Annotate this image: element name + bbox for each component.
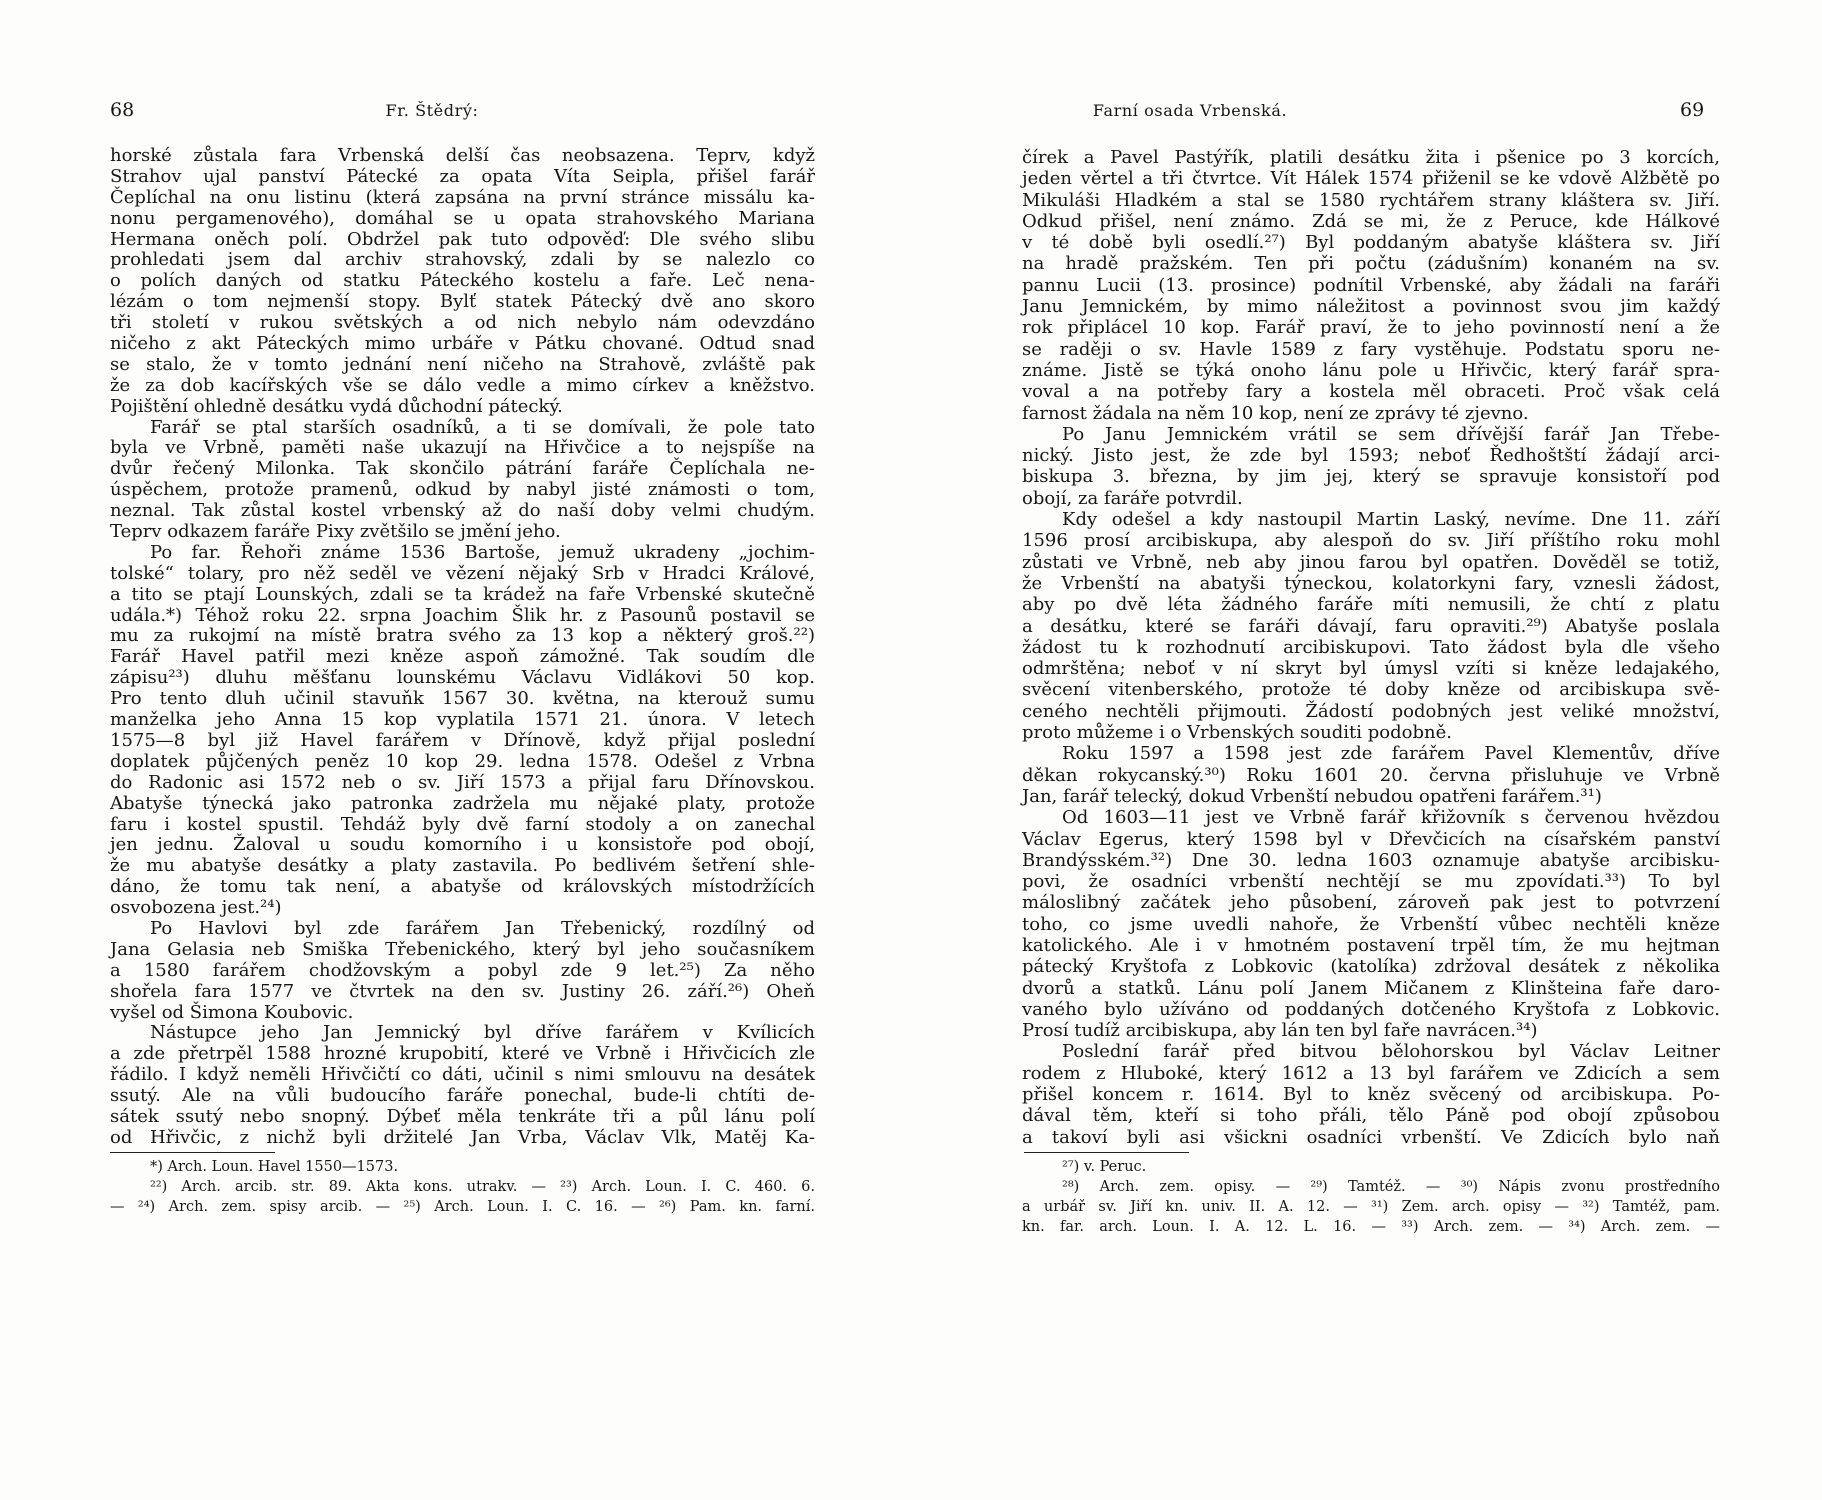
line-text: žádost tu k rozhodnutí arcibiskupovi. Tato žádost byla dle všeho	[1022, 636, 1720, 658]
text-line	[110, 564, 815, 585]
line-text: a desátku, které se faráři dávají, faru opraviti.²⁹) Abatyše poslala	[1022, 615, 1720, 637]
line-text: Od 1603—11 jest ve Vrbně farář křižovník s červenou hvězdou	[1062, 807, 1720, 829]
paragraph	[1022, 743, 1720, 807]
text-line	[110, 480, 815, 501]
line-text: Jan, farář telecký, dokud Vrbenští nebudou opatřeni farářem.³¹)	[1022, 785, 1602, 807]
line-text: dáno, že tomu tak není, a abatyše od královských místodržících	[110, 876, 815, 898]
text-line	[110, 647, 815, 668]
footnote-line	[110, 1197, 815, 1217]
text-line	[110, 982, 815, 1003]
line-text: se stalo, že v tomto jednání není ničeho na Strahově, zvláště pak	[110, 353, 815, 375]
text-line	[1022, 679, 1720, 700]
text-line	[1022, 616, 1720, 637]
paragraph	[110, 919, 815, 1023]
line-text: Brandýsském.³²) Dne 30. ledna 1603 oznamuje abatyše arcibisku-	[1022, 849, 1720, 871]
text-line	[110, 689, 815, 710]
line-text: že za dob kacířských vše se dálo vedle a mimo církev a kněžstvo.	[110, 374, 815, 396]
line-text: manželka jeho Anna 15 kop vyplatila 1571 21. února. V letech	[110, 709, 815, 731]
line-text: že Vrbenští na abatyši týneckou, kolatorkyni fary, vznesli žádost,	[1022, 572, 1720, 594]
text-line	[110, 898, 815, 919]
text-line	[1022, 296, 1720, 317]
text-line	[110, 606, 815, 627]
text-line	[1022, 1084, 1720, 1105]
line-text: katolického. Ale i v hmotném postavení trpěl tím, že mu hejtman	[1022, 934, 1720, 956]
line-text: odmrštěna; neboť v ní skryt byl úmysl vzíti si kněze ledajakého,	[1022, 658, 1720, 680]
page-number: 68	[110, 99, 135, 121]
footnote-text: *) Arch. Loun. Havel 1550—1573.	[150, 1159, 399, 1175]
line-text: Farář Havel patřil mezi kněze aspoň zámožné. Tak soudím dle	[110, 646, 815, 668]
line-text: a tito se ptají Lounských, zdali se ta krádež na faře Vrbenské skutečně	[110, 583, 815, 605]
line-text: Po Havlovi byl zde farářem Jan Třebenický, rozdílný od	[150, 917, 815, 939]
line-text: v té době byli osedlí.²⁷) Byl poddaným abatyše kláštera sv. Jiří	[1022, 232, 1720, 254]
text-line	[110, 752, 815, 773]
line-text: doplatek půjčených peněz 10 kop 29. ledna 1578. Odešel z Vrbna	[110, 750, 815, 772]
line-text: na hradě pražském. Ten při počtu (zádušním) konaném na sv.	[1022, 253, 1720, 275]
line-text: vyšel od Šimona Koubovic.	[110, 1001, 354, 1023]
line-text: rok připlácel 10 kop. Farář praví, že to jeho povinností není a že	[1022, 317, 1720, 339]
footnotes	[1022, 1157, 1720, 1237]
footnote-text: kn. far. arch. Loun. I. A. 12. L. 16. — ³³) Arch. zem. — ³⁴) Arch. zem. —	[1022, 1219, 1720, 1235]
line-text: Farář se ptal starších osadníků, a ti se domívali, že pole tato	[150, 416, 815, 438]
text-line	[110, 1086, 815, 1107]
text-line	[1022, 275, 1720, 296]
line-text: Janu Jemnickém, by mimo náležitost a povinnost svou jim každý	[1022, 296, 1720, 318]
line-text: tři století v rukou světských a od nich nebylo nám odevzdáno	[110, 312, 815, 334]
text-line	[1022, 935, 1720, 956]
line-text: faru i kostel spustil. Tehdáž byly dvě farní stodoly a on zanechal	[110, 813, 815, 835]
page-body	[1022, 147, 1720, 1148]
line-text: proto můžeme i o Vrbenských souditi podobně.	[1022, 722, 1452, 744]
line-text: že mu abatyše desátky a platy zastavila. Po bedlivém šetření shle-	[110, 855, 815, 877]
line-text: povi, že osadníci vrbenští nechtějí se mu zpovídati.³³) To byl	[1022, 871, 1720, 893]
text-line	[1022, 637, 1720, 658]
text-line	[110, 376, 815, 397]
text-line	[110, 501, 815, 522]
text-line	[1022, 1041, 1720, 1062]
text-line	[110, 1065, 815, 1086]
text-line	[1022, 722, 1720, 743]
line-text: 1596 prosí arcibiskupa, aby alespoň do sv. Jiří příštího roku mohl	[1022, 530, 1720, 552]
line-text: zápisu²³) dluhu měšťanu lounskému Václavu Vidlákovi 50 kop.	[110, 667, 815, 689]
text-line	[110, 188, 815, 209]
line-text: nonu pergamenového), domáhal se u opata strahovského Mariana	[110, 207, 815, 229]
text-line	[1022, 807, 1720, 828]
line-text: byla ve Vrbně, paměti naše ukazují na Hřivčice a to nejspíše na	[110, 437, 815, 459]
line-text: mu za rukojmí na místě bratra svého za 13 kop a některý groš.²²)	[110, 625, 815, 647]
line-text: od Hřivčic, z nichž byli držitelé Jan Vrba, Václav Vlk, Matěj Ka-	[110, 1126, 815, 1148]
line-text: vaného bylo užíváno od poddaných dotčeného Kryštofa z Lobkovic.	[1022, 998, 1720, 1020]
line-text: Teprv odkazem faráře Pixy zvětšilo se jmění jeho.	[110, 521, 561, 543]
text-line	[1022, 466, 1720, 487]
text-line	[1022, 253, 1720, 274]
line-text: Pro tento dluh učinil stavuňk 1567 30. května, na kterouž sumu	[110, 688, 815, 710]
text-line	[110, 856, 815, 877]
line-text: neznal. Tak zůstal kostel vrbenský až do naší doby velmi chudým.	[110, 500, 815, 522]
line-text: voval a na potřeby fary a kostela měl obraceti. Proč však celá	[1022, 381, 1720, 403]
line-text: pátecký Kryštofa z Lobkovic (katolíka) zdržoval desátek z několika	[1022, 956, 1720, 978]
text-line	[1022, 552, 1720, 573]
text-line	[1022, 1063, 1720, 1084]
footnote-line	[1022, 1197, 1720, 1217]
text-line	[1022, 829, 1720, 850]
line-text: jen jednu. Žaloval u soudu komorního i u konsistoře pod obojí,	[110, 834, 815, 856]
paragraph	[1022, 147, 1720, 424]
text-line	[1022, 317, 1720, 338]
text-line	[1022, 424, 1720, 445]
text-line	[1022, 1127, 1720, 1148]
footnote-line	[110, 1157, 815, 1177]
footnote-rule	[110, 1152, 275, 1153]
footnote-text: ²²) Arch. arcib. str. 89. Akta kons. utrakv. — ²³) Arch. Loun. I. C. 460. 6.	[150, 1179, 815, 1195]
text-line	[1022, 701, 1720, 722]
text-line	[110, 1107, 815, 1128]
text-line	[1022, 147, 1720, 168]
line-text: Čeplíchal na onu listinu (která zapsána na první stránce missálu ka-	[110, 186, 815, 208]
line-text: tolské“ tolary, pro něž seděl ve vězení nějaký Srb v Hradci Králové,	[110, 562, 815, 584]
text-line	[110, 334, 815, 355]
line-text: ničeho z akt Páteckých mimo urbáře v Pátku chované. Odtud snad	[110, 333, 815, 355]
text-line	[1022, 360, 1720, 381]
line-text: známe. Jistě se týká onoho lánu pole u Hřivčic, který farář spra-	[1022, 359, 1720, 381]
line-text: biskupa 3. března, by jim jej, který se spravuje konsistoří pod	[1022, 466, 1720, 488]
text-line	[1022, 211, 1720, 232]
paragraph	[1022, 424, 1720, 509]
line-text: Mikuláši Hladkém a stal se 1580 rychtářem strany kláštera sv. Jiří.	[1022, 189, 1720, 211]
line-text: Jana Gelasia neb Smiška Třebenického, který byl jeho současníkem	[110, 938, 815, 960]
line-text: svěcení vitenberského, protože té doby kněze od arcibiskupa svě-	[1022, 679, 1720, 701]
footnote-text: ²⁷) v. Peruc.	[1062, 1159, 1147, 1175]
text-line	[110, 731, 815, 752]
text-line	[110, 961, 815, 982]
text-line	[110, 397, 815, 418]
paragraph	[1022, 807, 1720, 1041]
line-text: rodem z Hluboké, který 1612 a 13 byl farářem ve Zdicích a sem	[1022, 1062, 1720, 1084]
text-line	[1022, 488, 1720, 509]
line-text: Odkud přišel, není známo. Zdá se mi, že z Peruce, kde Hálkové	[1022, 210, 1720, 232]
text-line	[1022, 530, 1720, 551]
line-text: a 1580 farářem chodžovským a pobyl zde 9 let.²⁵) Za něho	[110, 959, 815, 981]
text-line	[1022, 743, 1720, 764]
line-text: nický. Jisto jest, že zde byl 1593; neboť Ředhoštští žádají arci-	[1022, 445, 1720, 467]
footnote	[1022, 1157, 1720, 1177]
paragraph	[110, 418, 815, 543]
footnote-line	[1022, 1177, 1720, 1197]
text-line	[110, 250, 815, 271]
footnote-line	[110, 1177, 815, 1197]
text-line	[110, 626, 815, 647]
text-line	[1022, 892, 1720, 913]
line-text: úspěchem, protože pramenů, odkud by nabyl jisté známosti o tom,	[110, 479, 815, 501]
text-line	[110, 522, 815, 543]
text-line	[110, 815, 815, 836]
line-text: horské zůstala fara Vrbenská delší čas neobsazena. Teprv, když	[110, 145, 815, 166]
footnote-rule	[1024, 1152, 1189, 1153]
text-line	[1022, 978, 1720, 999]
line-text: Kdy odešel a kdy nastoupil Martin Laský, nevíme. Dne 11. září	[1062, 509, 1720, 531]
text-line	[1022, 168, 1720, 189]
text-line	[1022, 381, 1720, 402]
text-line	[1022, 1105, 1720, 1126]
line-text: a takoví byli asi všickni osadníci vrbenští. Ve Zdicích bylo naň	[1022, 1126, 1720, 1148]
line-text: přišel koncem r. 1614. Byl to kněz svěcený od arcibiskupa. Po-	[1022, 1084, 1720, 1106]
line-text: Po Janu Jemnickém vrátil se sem dřívější farář Jan Třebe-	[1062, 423, 1720, 445]
text-line	[1022, 914, 1720, 935]
line-text: sátek ssutý nebo snopný. Dýbeť měla tenkráte tři a půl lánu polí	[110, 1105, 815, 1127]
text-line	[110, 230, 815, 251]
text-line	[110, 835, 815, 856]
line-text: dával těm, kteří si toho přáli, tělo Páně pod obojí způsobou	[1022, 1105, 1720, 1127]
text-line	[110, 146, 815, 167]
line-text: se raději o sv. Havle 1589 z fary vystěhuje. Podstatu sporu ne-	[1022, 338, 1720, 360]
text-line	[1022, 999, 1720, 1020]
text-line	[110, 355, 815, 376]
text-line	[1022, 850, 1720, 871]
text-line	[1022, 509, 1720, 530]
text-line	[1022, 765, 1720, 786]
footnote-text: — ²⁴) Arch. zem. spisy arcib. — ²⁵) Arch. Loun. I. C. 16. — ²⁶) Pam. kn. farní.	[110, 1199, 815, 1215]
text-line	[110, 459, 815, 480]
line-text: Strahov ujal panství Pátecké za opata Víta Seipla, přišel farář	[110, 165, 815, 187]
text-line	[110, 271, 815, 292]
text-line	[110, 877, 815, 898]
line-text: a zde přetrpěl 1588 hrozné krupobití, které ve Vrbně i Hřivčicích zle	[110, 1043, 815, 1065]
line-text: farnost žádala na něm 10 kop, není ze zprávy té zjevno.	[1022, 402, 1529, 424]
text-line	[1022, 871, 1720, 892]
footnotes	[110, 1157, 815, 1217]
paragraph	[110, 543, 815, 919]
right-page	[911, 0, 1822, 1500]
line-text: zůstati ve Vrbně, neb aby jinou farou byl opatřen. Dověděl se totiž,	[1022, 551, 1720, 573]
line-text: dvůr řečený Milonka. Tak skončilo pátrání faráře Čeplíchala ne-	[110, 458, 815, 480]
line-text: Václav Egerus, který 1598 byl v Dřevčicích na císařském panství	[1022, 828, 1720, 850]
footnote-text: ²⁸) Arch. zem. opisy. — ²⁹) Tamtéž. — ³⁰) Nápis zvonu prostředního	[1062, 1179, 1720, 1195]
text-line	[110, 438, 815, 459]
line-text: Hermana oněch polí. Obdržel pak tuto odpověď: Dle svého slibu	[110, 228, 815, 250]
text-line	[110, 1044, 815, 1065]
line-text: obojí, za faráře potvrdil.	[1022, 487, 1243, 509]
line-text: Abatyše týnecká jako patronka zadržela mu nějaké platy, protože	[110, 792, 815, 814]
text-line	[110, 292, 815, 313]
line-text: 1575—8 byl již Havel farářem v Dřínově, když přijal poslední	[110, 729, 815, 751]
line-text: lézám o tom nejmenší stopy. Bylť statek Pátecký dvě ano skoro	[110, 291, 815, 313]
text-line	[1022, 658, 1720, 679]
text-line	[1022, 445, 1720, 466]
line-text: Poslední farář před bitvou bělohorskou byl Václav Leitner	[1062, 1041, 1720, 1063]
paragraph	[110, 1023, 815, 1148]
line-text: osvobozena jest.²⁴)	[110, 897, 282, 919]
line-text: ceného nechtěli přijmouti. Žádostí podobných jest veliké množství,	[1022, 700, 1720, 722]
line-text: udála.*) Téhož roku 22. srpna Joachim Šlik hr. z Pasounů postavil se	[110, 604, 815, 626]
line-text: Po far. Řehoři známe 1536 Bartoše, jemuž ukradeny „jochim-	[150, 541, 815, 563]
text-line	[110, 919, 815, 940]
line-text: do Radonic asi 1572 neb o sv. Jiří 1573 a přijal faru Dřínovskou.	[110, 771, 815, 793]
text-line	[110, 167, 815, 188]
text-line	[110, 543, 815, 564]
line-text: shořela fara 1577 ve čtvrtek na den sv. Justiny 26. září.²⁶) Oheň	[110, 980, 815, 1002]
page-body	[110, 146, 815, 1149]
line-text: řádilo. I když neměli Hřivčičtí co dáti, učinil s nimi smlouvu na desátek	[110, 1064, 815, 1086]
line-text: Roku 1597 a 1598 jest zde farářem Pavel Klementův, dříve	[1062, 743, 1720, 765]
text-line	[110, 1023, 815, 1044]
text-line	[1022, 1020, 1720, 1041]
line-text: děkan rokycanský.³⁰) Roku 1601 20. června přisluhuje ve Vrbně	[1022, 764, 1720, 786]
line-text: čírek a Pavel Pastýřík, platili desátku žita i pšenice po 3 korcích,	[1022, 147, 1720, 168]
text-line	[110, 418, 815, 439]
paragraph	[1022, 509, 1720, 743]
text-line	[1022, 190, 1720, 211]
text-line	[1022, 573, 1720, 594]
footnote	[110, 1157, 815, 1177]
page-number: 69	[1680, 99, 1705, 121]
text-line	[1022, 339, 1720, 360]
running-head: Farní osada Vrbenská.	[1092, 101, 1288, 120]
text-line	[110, 710, 815, 731]
line-text: máloslibný začátek jeho působení, zároveň pak jest to potvrzení	[1022, 892, 1720, 914]
footnote-line	[1022, 1217, 1720, 1237]
text-line	[1022, 786, 1720, 807]
text-line	[110, 773, 815, 794]
text-line	[1022, 956, 1720, 977]
line-text: prohledati jsem dal archiv strahovský, zdali by se nalezlo co	[110, 249, 815, 271]
line-text: dvorů a statků. Lánu polí Janem Mičanem z Klinšteina faře daro-	[1022, 977, 1720, 999]
text-line	[110, 585, 815, 606]
text-line	[110, 1128, 815, 1149]
text-line	[1022, 594, 1720, 615]
running-head: Fr. Štědrý:	[385, 101, 479, 120]
footnote-text: a urbář sv. Jiří kn. univ. II. A. 12. — ³¹) Zem. arch. opisy — ³²) Tamtéž, pam.	[1022, 1199, 1720, 1215]
line-text: toho, co jsme uvedli nahoře, že Vrbenští vůbec nechtěli kněze	[1022, 913, 1720, 935]
text-line	[1022, 232, 1720, 253]
text-line	[110, 794, 815, 815]
footnote	[110, 1177, 815, 1217]
line-text: ssutý. Ale na vůli budoucího faráře ponechal, bude-li chtíti de-	[110, 1085, 815, 1107]
paragraph	[1022, 1041, 1720, 1147]
footnote-line	[1022, 1157, 1720, 1177]
line-text: Nástupce jeho Jan Jemnický byl dříve farářem v Kvílicích	[150, 1022, 815, 1044]
text-line	[110, 313, 815, 334]
line-text: pannu Lucii (13. prosince) podnítil Vrbenské, aby žádali na faráři	[1022, 274, 1720, 296]
text-line	[110, 209, 815, 230]
text-line	[110, 940, 815, 961]
line-text: jeden věrtel a tři čtvrtce. Vít Hálek 1574 přiženil se ke vdově Alžbětě po	[1022, 168, 1720, 190]
line-text: o polích daných od statku Páteckého kostelu a faře. Leč nena-	[110, 270, 815, 292]
line-text: aby po dvě léta žádného faráře míti nemusili, že chtí z platu	[1022, 594, 1720, 616]
paragraph	[110, 146, 815, 418]
footnote	[1022, 1177, 1720, 1237]
line-text: Prosí tudíž arcibiskupa, aby lán ten byl faře navrácen.³⁴)	[1022, 1020, 1538, 1042]
text-line	[110, 668, 815, 689]
text-line	[1022, 403, 1720, 424]
text-line	[110, 1003, 815, 1024]
line-text: Pojištění ohledně desátku vydá důchodní pátecký.	[110, 395, 563, 417]
